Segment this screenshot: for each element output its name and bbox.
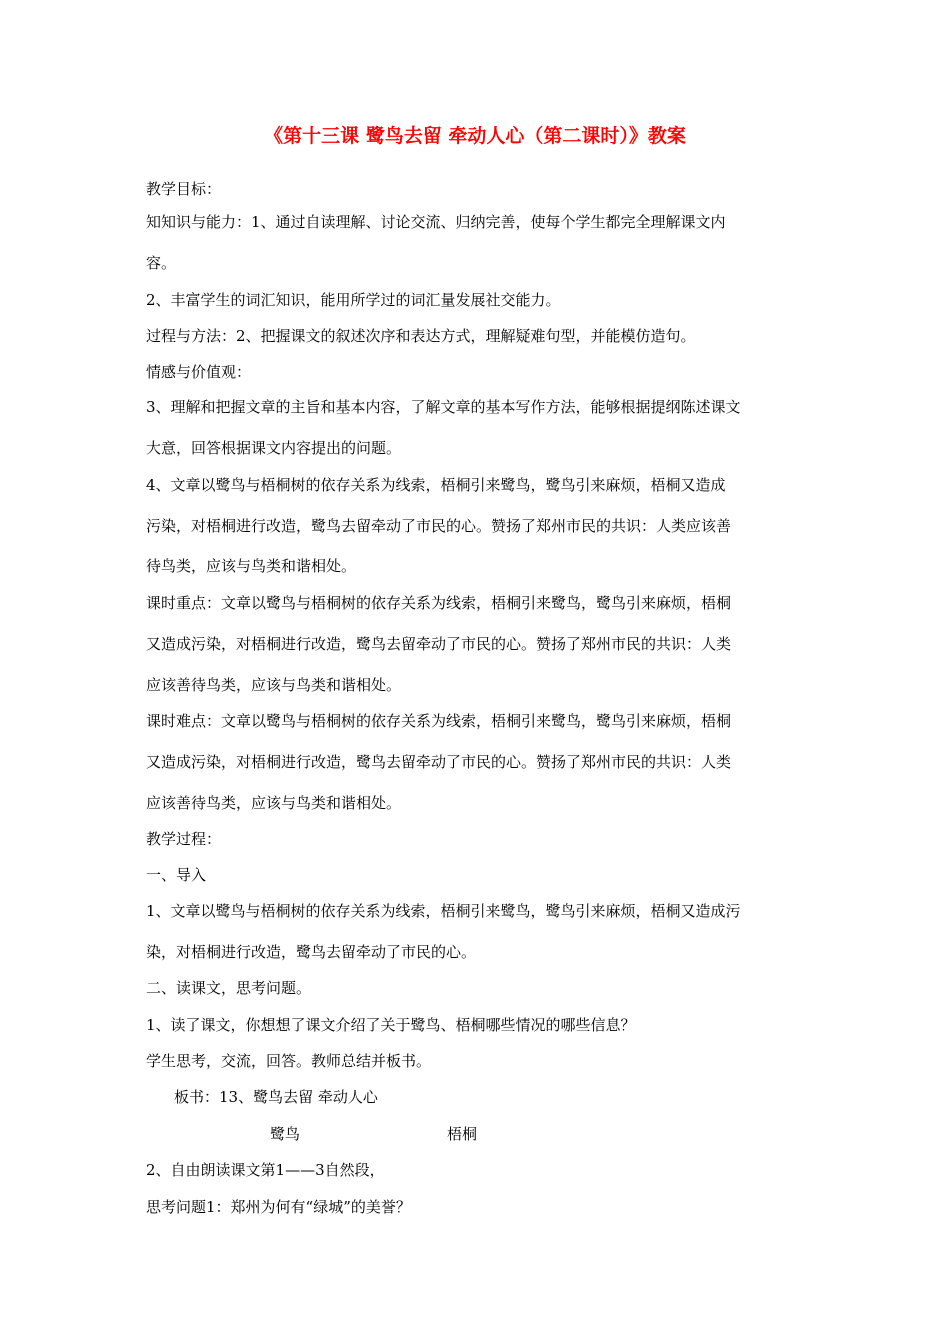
paragraph-line: 1、读了课文，你想想了课文介绍了关于鹭鸟、梧桐哪些情况的哪些信息？ bbox=[146, 1016, 636, 1034]
paragraph-line: 一、导入 bbox=[146, 866, 207, 884]
paragraph-line: 容。 bbox=[146, 254, 177, 272]
section-heading-goals: 教学目标： bbox=[146, 180, 222, 198]
paragraph-line: 二、读课文，思考问题。 bbox=[146, 979, 312, 997]
paragraph-line: 染，对梧桐进行改造，鹭鸟去留牵动了市民的心。 bbox=[146, 943, 477, 961]
paragraph-line: 污染，对梧桐进行改造，鹭鸟去留牵动了市民的心。赞扬了郑州市民的共识：人类应该善 bbox=[146, 517, 732, 535]
blackboard-item-parasol-tree: 梧桐 bbox=[447, 1125, 478, 1143]
document-title: 《第十三课 鹭鸟去留 牵动人心（第二课时）》教案 bbox=[264, 125, 686, 147]
paragraph-line: 课时重点：文章以鹭鸟与梧桐树的依存关系为线索，梧桐引来鹭鸟，鹭鸟引来麻烦，梧桐 bbox=[146, 594, 732, 612]
paragraph-line: 思考问题1：郑州为何有“绿城”的美誉？ bbox=[146, 1198, 411, 1216]
paragraph-line: 待鸟类，应该与鸟类和谐相处。 bbox=[146, 557, 357, 575]
paragraph-line: 课时难点：文章以鹭鸟与梧桐树的依存关系为线索，梧桐引来鹭鸟，鹭鸟引来麻烦，梧桐 bbox=[146, 712, 732, 730]
paragraph-line: 2、丰富学生的词汇知识，能用所学过的词汇量发展社交能力。 bbox=[146, 291, 561, 309]
blackboard-item-egret: 鹭鸟 bbox=[270, 1125, 301, 1143]
paragraph-line: 3、理解和把握文章的主旨和基本内容，了解文章的基本写作方法，能够根据提纲陈述课文 bbox=[146, 398, 741, 416]
paragraph-line: 又造成污染，对梧桐进行改造，鹭鸟去留牵动了市民的心。赞扬了郑州市民的共识：人类 bbox=[146, 635, 732, 653]
paragraph-line: 学生思考，交流，回答。教师总结并板书。 bbox=[146, 1052, 432, 1070]
blackboard-heading: 板书：13、鹭鸟去留 牵动人心 bbox=[174, 1088, 378, 1106]
paragraph-line: 过程与方法：2、把握课文的叙述次序和表达方式，理解疑难句型，并能模仿造句。 bbox=[146, 327, 696, 345]
paragraph-line: 1、文章以鹭鸟与梧桐树的依存关系为线索，梧桐引来鹭鸟，鹭鸟引来麻烦，梧桐又造成污 bbox=[146, 902, 741, 920]
paragraph-line: 应该善待鸟类，应该与鸟类和谐相处。 bbox=[146, 676, 402, 694]
section-heading-process: 教学过程： bbox=[146, 830, 222, 848]
paragraph-line: 又造成污染，对梧桐进行改造，鹭鸟去留牵动了市民的心。赞扬了郑州市民的共识：人类 bbox=[146, 753, 732, 771]
paragraph-line: 应该善待鸟类，应该与鸟类和谐相处。 bbox=[146, 794, 402, 812]
paragraph-line: 知知识与能力：1、通过自读理解、讨论交流、归纳完善，使每个学生都完全理解课文内 bbox=[146, 213, 726, 231]
paragraph-line: 4、文章以鹭鸟与梧桐树的依存关系为线索，梧桐引来鹭鸟，鹭鸟引来麻烦，梧桐又造成 bbox=[146, 476, 726, 494]
paragraph-line: 大意，回答根据课文内容提出的问题。 bbox=[146, 439, 402, 457]
paragraph-line: 2、自由朗读课文第1——3自然段， bbox=[146, 1161, 385, 1179]
paragraph-line: 情感与价值观： bbox=[146, 363, 252, 381]
